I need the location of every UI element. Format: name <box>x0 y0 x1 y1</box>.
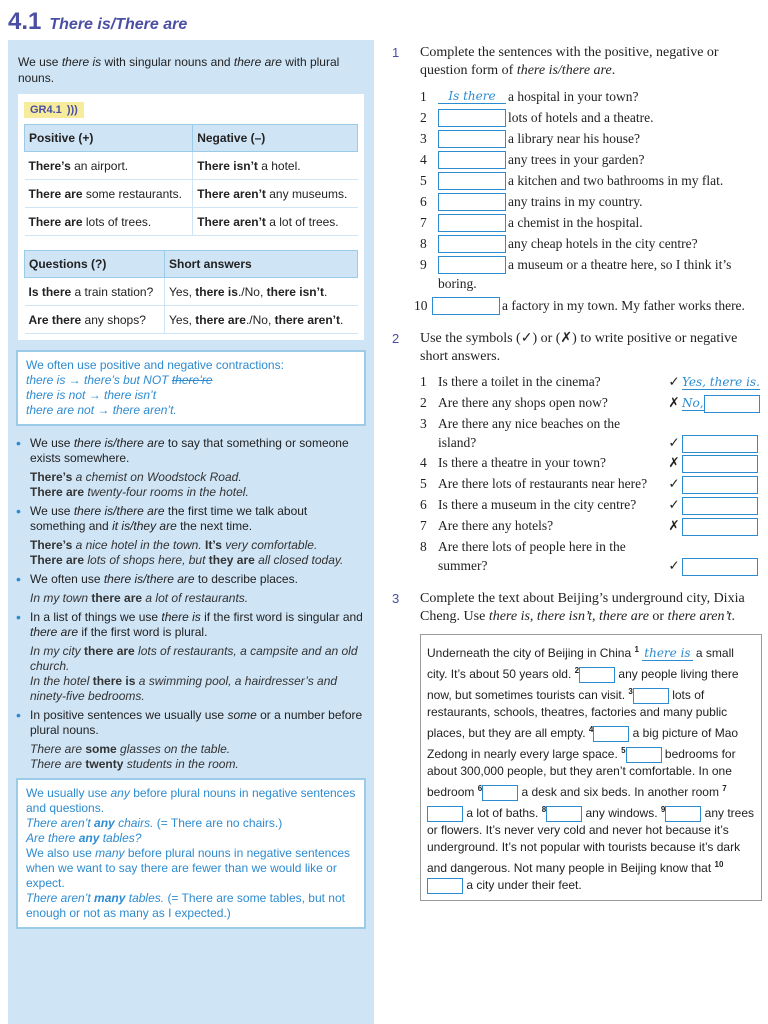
rule-item: • We use there is/there are to say that something or someone exists somewhere. <box>16 435 349 465</box>
section-title: There is/There are <box>49 16 188 33</box>
audio-icon: ))) <box>66 104 78 116</box>
check-icon: ✓ <box>668 475 680 491</box>
col-header-short-answers: Short answers <box>165 251 358 278</box>
grammar-panel <box>8 40 374 1024</box>
answer-input[interactable] <box>682 476 758 494</box>
exercise-1-items: 1 Is there a hospital in your town? 2 lots of hotels and a theatre. 3 a library near his house? 4 any trees in your garden? 5 a kitchen and two bathrooms in my flat. 6 any trains in my country. 7 a chemist in the hospital. 8 any cheap hotels in the city centre? 9 a museum or a theatre here, so I think it’s boring. 10 a factory in my town. My father works there. <box>420 86 762 316</box>
answer-input[interactable] <box>438 109 506 127</box>
gap-input[interactable] <box>482 785 518 801</box>
section-number: 4.1 <box>8 8 42 35</box>
list-item: 7 Are there any hotels? ✗ <box>420 516 762 537</box>
list-item: 1 Is there a toilet in the cinema? ✓ Yes, there is. <box>420 374 760 389</box>
answer-input[interactable] <box>432 297 500 315</box>
example: There are twenty-four rooms in the hotel. <box>30 485 249 499</box>
list-item: 2 Are there any shops open now? ✗ No, <box>420 393 762 414</box>
table-row: There’s an airport. There isn’t a hotel. <box>25 152 358 180</box>
list-item: 3 a library near his house? <box>420 130 640 146</box>
list-item: 5 a kitchen and two bathrooms in my flat. <box>420 172 724 188</box>
check-icon: ✓ <box>668 435 680 450</box>
answer-input[interactable] <box>704 395 760 413</box>
gap-input[interactable] <box>427 806 463 822</box>
col-header-negative: Negative (–) <box>193 125 358 152</box>
rule-item: • In a list of things we use there is if the first word is singular and there are if the first word is plural. <box>16 609 363 639</box>
bullet-icon: • <box>16 707 21 723</box>
exercise-1-instructions: 1 Complete the sentences with the positive, negative or question form of there is/there are. <box>392 45 719 78</box>
check-icon: ✓ <box>668 557 680 573</box>
list-item: 8 any cheap hotels in the city centre? <box>420 235 698 251</box>
list-item: 8 Are there lots of people here in the summer? ✓ <box>420 537 762 576</box>
list-item: 2 lots of hotels and a theatre. <box>420 109 654 125</box>
table-row: There are lots of trees. There aren’t a lot of trees. <box>25 208 358 236</box>
example-answer: Yes, there is. <box>682 375 760 389</box>
check-icon: ✓ <box>668 496 680 512</box>
cross-icon: ✗ <box>668 454 680 470</box>
list-item: 7 a chemist in the hospital. <box>420 214 643 230</box>
any-many-note: We usually use any before plural nouns in negative sentences and questions. There aren’t any chairs. (= There are no chairs.) Are there any tables? We also use many before plural nouns in negative sentences when we want to say there are fewer than we would like or expect. There aren’t many tables. (= There are some tables, but not enough or not as many as I expected.) <box>16 778 366 929</box>
list-item: 9 a museum or a theatre here, so I think it’s <box>420 256 732 272</box>
rule-item: • In positive sentences we usually use some or a number before plural nouns. <box>16 707 363 737</box>
bullet-icon: • <box>16 503 21 519</box>
contractions-note: We often use positive and negative contractions: there is → there’s but NOT there’re there is not → there isn’t there are not → there aren’t. <box>16 350 366 426</box>
positive-negative-table <box>24 124 358 236</box>
example: There are twenty students in the room. <box>30 757 239 771</box>
answer-input[interactable] <box>682 558 758 576</box>
exercise-3-instructions: 3 Complete the text about Beijing’s underground city, Dixia Cheng. Use there is, there isn’t, there are or there aren’t. <box>392 590 745 624</box>
example: There’s a chemist on Woodstock Road. <box>30 470 242 484</box>
list-item: 4 Is there a theatre in your town? ✗ <box>420 453 762 474</box>
table-row: Are there any shops? Yes, there are./No, there aren’t. <box>25 306 358 334</box>
cross-icon: ✗ <box>668 395 680 410</box>
example: There are some glasses on the table. <box>30 742 231 756</box>
grammar-rules <box>8 426 374 772</box>
list-item: 5 Are there lots of restaurants near here? ✓ <box>420 474 762 495</box>
list-item: 10 a factory in my town. My father works there. <box>414 297 745 313</box>
list-item: 1 Is there a hospital in your town? <box>420 88 639 104</box>
answer-input[interactable] <box>438 172 506 190</box>
answer-input[interactable] <box>682 518 758 536</box>
questions-table <box>24 250 358 334</box>
answer-input[interactable] <box>438 193 506 211</box>
gap-input[interactable] <box>665 806 701 822</box>
col-header-positive: Positive (+) <box>25 125 193 152</box>
page-title <box>8 8 187 36</box>
beijing-text-box: Underneath the city of Beijing in China $^1$ there is a small city. It’s about 50 years old. $^2$ any people living there now, but sometimes tourists can visit. $^3$ lots of restaurants, schools, theatres, factories and many public places, but they are all empty. $^4$ a big picture of Mao Zedong in nearly every large space. $^5$ bedrooms for about 300,000 people, but they aren’t comfortable. In one bedroom $^6$ a desk and six beds. In another room $^7$ a lot of baths. $^8$ any windows. $^9$ any trees or flowers. It’s never very cold and never hot because it’s underground. It’s not popular with tourists because it’s dark and dangerous. Not many people in Beijing know that $^{10}$ a city under their feet. <box>420 634 762 901</box>
gap-input[interactable] <box>633 688 669 704</box>
list-item: 6 any trains in my country. <box>420 193 643 209</box>
list-item: 4 any trees in your garden? <box>420 151 645 167</box>
answer-input[interactable] <box>438 235 506 253</box>
answer-input[interactable] <box>682 435 758 453</box>
list-item: 6 Is there a museum in the city centre? ✓ <box>420 495 762 516</box>
grammar-intro: We use there is with singular nouns and there are with plural nouns. <box>18 55 340 85</box>
exercise-2-items <box>420 372 762 576</box>
example-answer: there is <box>644 645 691 660</box>
example: In the hotel there is a swimming pool, a hairdresser’s and ninety-five bedrooms. <box>30 674 338 703</box>
answer-input[interactable] <box>438 130 506 148</box>
rule-item: • We use there is/there are the first time we talk about something and it is/they are the next time. <box>16 503 308 533</box>
col-header-questions: Questions (?) <box>25 251 165 278</box>
grammar-tables-box <box>16 92 366 342</box>
answer-input[interactable] <box>682 455 758 473</box>
answer-input[interactable] <box>438 214 506 232</box>
bullet-icon: • <box>16 571 21 587</box>
example: There are lots of shops here, but they are all closed today. <box>30 553 344 567</box>
table-row: There are some restaurants. There aren’t any museums. <box>25 180 358 208</box>
answer-input[interactable] <box>682 497 758 515</box>
gap-input[interactable] <box>593 726 629 742</box>
gap-input[interactable] <box>626 747 662 763</box>
answer-input[interactable] <box>438 256 506 274</box>
exercises-column <box>392 44 762 901</box>
check-icon: ✓ <box>668 374 680 389</box>
example: In my city there are lots of restaurants, a campsite and an old church. <box>30 644 358 673</box>
example: In my town there are a lot of restaurants. <box>30 591 249 605</box>
list-item: 3 Are there any nice beaches on the island? ✓ <box>420 414 762 453</box>
table-row: Is there a train station? Yes, there is./No, there isn’t. <box>25 278 358 306</box>
answer-input[interactable] <box>438 151 506 169</box>
example-answer: Is there <box>438 89 506 104</box>
rule-item: • We often use there is/there are to describe places. <box>16 571 298 587</box>
audio-tag[interactable]: GR4.1 ))) <box>24 102 84 118</box>
exercise-2-instructions: 2 Use the symbols (✓) or (✗) to write positive or negative short answers. <box>392 331 738 364</box>
cross-icon: ✗ <box>668 517 680 533</box>
example: There’s a nice hotel in the town. It’s very comfortable. <box>30 538 318 552</box>
gap-input[interactable] <box>546 806 582 822</box>
bullet-icon: • <box>16 435 21 451</box>
gap-input[interactable] <box>579 667 615 683</box>
bullet-icon: • <box>16 609 21 625</box>
gap-input[interactable] <box>427 878 463 894</box>
